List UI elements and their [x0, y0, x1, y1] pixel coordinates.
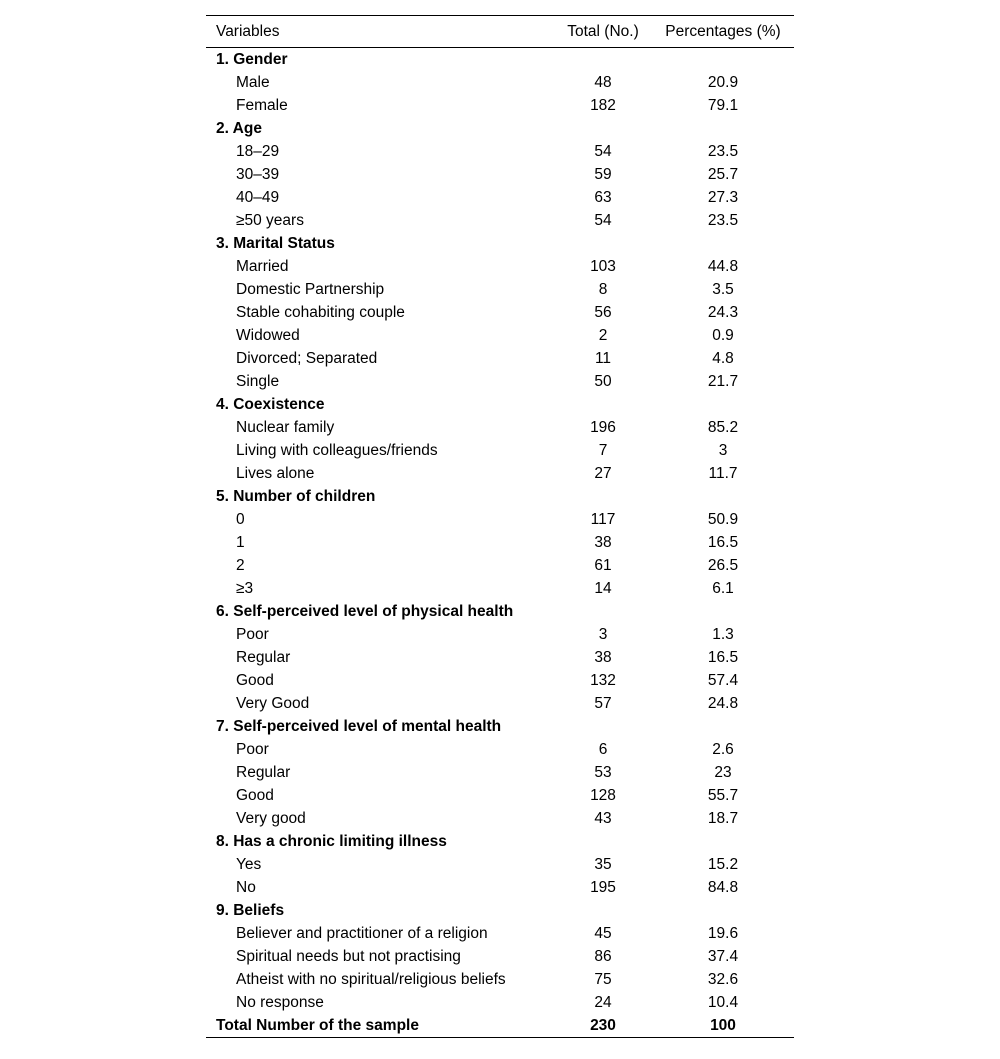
table-row — [206, 646, 794, 669]
row-total: 14 — [594, 579, 612, 597]
table-row — [206, 163, 794, 186]
row-percentage: 16.5 — [707, 533, 739, 551]
table-row — [206, 462, 794, 485]
row-label: Yes — [236, 855, 262, 873]
table-row — [206, 94, 794, 117]
table-row — [206, 738, 794, 761]
row-total: 56 — [594, 303, 612, 321]
row-percentage: 23.5 — [707, 142, 739, 160]
row-label: Divorced; Separated — [236, 349, 378, 367]
row-percentage: 6.1 — [712, 579, 734, 597]
table-row — [206, 186, 794, 209]
row-percentage: 23.5 — [707, 211, 739, 229]
row-percentage: 1.3 — [712, 625, 734, 643]
row-label: ≥50 years — [236, 211, 304, 229]
row-label: Male — [236, 73, 270, 91]
table-row — [206, 554, 794, 577]
row-percentage: 57.4 — [707, 671, 739, 689]
row-label: Poor — [236, 625, 269, 643]
row-percentage: 3.5 — [712, 280, 734, 298]
row-percentage: 84.8 — [707, 878, 739, 896]
row-percentage: 27.3 — [707, 188, 739, 206]
table-row — [206, 71, 794, 94]
row-total: 63 — [594, 188, 612, 206]
total-row — [206, 1014, 794, 1038]
row-label: Good — [236, 671, 274, 689]
row-total: 128 — [590, 786, 616, 804]
row-label: No — [236, 878, 256, 896]
table-row — [206, 807, 794, 830]
total-percentage: 100 — [710, 1016, 736, 1034]
row-label: 0 — [236, 510, 245, 528]
row-label: Very Good — [236, 694, 310, 712]
section-title: 9. Beliefs — [216, 901, 285, 919]
row-label: Believer and practitioner of a religion — [236, 924, 488, 942]
row-label: Single — [236, 372, 280, 390]
row-label: Female — [236, 96, 288, 114]
row-total: 6 — [598, 740, 608, 758]
sample-characteristics-table — [206, 15, 794, 1038]
row-percentage: 26.5 — [707, 556, 739, 574]
row-total: 27 — [594, 464, 612, 482]
row-label: Good — [236, 786, 274, 804]
row-percentage: 16.5 — [707, 648, 739, 666]
header-percentages: Percentages (%) — [665, 22, 781, 40]
section-header-row — [206, 232, 794, 255]
row-percentage: 2.6 — [712, 740, 734, 758]
row-percentage: 24.8 — [707, 694, 739, 712]
section-header-row — [206, 830, 794, 853]
row-percentage: 0.9 — [712, 326, 734, 344]
row-total: 75 — [594, 970, 612, 988]
row-percentage: 21.7 — [707, 372, 739, 390]
row-percentage: 10.4 — [707, 993, 739, 1011]
row-label: 40–49 — [236, 188, 280, 206]
row-percentage: 23 — [714, 763, 732, 781]
row-total: 196 — [590, 418, 616, 436]
row-label: Living with colleagues/friends — [236, 441, 438, 459]
table-row — [206, 945, 794, 968]
row-total: 132 — [590, 671, 616, 689]
table-row — [206, 991, 794, 1014]
section-header-row — [206, 485, 794, 508]
table-body — [206, 48, 794, 1038]
row-total: 38 — [594, 648, 612, 666]
row-label: Stable cohabiting couple — [236, 303, 405, 321]
header-total: Total (No.) — [567, 22, 639, 40]
row-total: 38 — [594, 533, 612, 551]
row-label: 18–29 — [236, 142, 280, 160]
row-total: 50 — [594, 372, 612, 390]
table-row — [206, 347, 794, 370]
table-row — [206, 439, 794, 462]
table-row — [206, 922, 794, 945]
row-total: 59 — [594, 165, 612, 183]
row-total: 7 — [598, 441, 608, 459]
row-percentage: 11.7 — [708, 464, 738, 482]
row-total: 61 — [594, 556, 612, 574]
section-header-row — [206, 48, 794, 72]
row-label: Widowed — [236, 326, 300, 344]
row-total: 48 — [594, 73, 612, 91]
row-percentage: 15.2 — [707, 855, 739, 873]
table-row — [206, 761, 794, 784]
table-row — [206, 669, 794, 692]
row-total: 24 — [594, 993, 612, 1011]
row-label: Poor — [236, 740, 269, 758]
row-total: 11 — [594, 349, 612, 367]
row-total: 117 — [590, 510, 616, 528]
row-percentage: 50.9 — [707, 510, 739, 528]
table-row — [206, 301, 794, 324]
section-header-row — [206, 899, 794, 922]
section-header-row — [206, 117, 794, 140]
row-percentage: 55.7 — [707, 786, 739, 804]
table-row — [206, 531, 794, 554]
row-label: Very good — [236, 809, 306, 827]
row-label: Lives alone — [236, 464, 315, 482]
total-count: 230 — [590, 1016, 616, 1034]
row-label: Nuclear family — [236, 418, 335, 436]
table-row — [206, 853, 794, 876]
row-percentage: 18.7 — [707, 809, 739, 827]
row-total: 8 — [598, 280, 608, 298]
section-title: 8. Has a chronic limiting illness — [216, 832, 447, 850]
row-total: 45 — [594, 924, 612, 942]
row-label: No response — [236, 993, 324, 1011]
row-percentage: 44.8 — [707, 257, 739, 275]
row-label: Atheist with no spiritual/religious beliefs — [236, 970, 506, 988]
row-total: 3 — [598, 625, 608, 643]
table-row — [206, 876, 794, 899]
row-percentage: 24.3 — [707, 303, 739, 321]
row-percentage: 4.8 — [712, 349, 734, 367]
row-percentage: 25.7 — [707, 165, 739, 183]
row-total: 2 — [598, 326, 608, 344]
header-row — [206, 16, 794, 48]
row-label: Domestic Partnership — [236, 280, 385, 298]
table-container — [206, 15, 794, 1038]
row-percentage: 85.2 — [707, 418, 739, 436]
table-header — [206, 16, 794, 48]
section-title: 7. Self-perceived level of mental health — [216, 717, 502, 735]
section-title: 2. Age — [216, 119, 262, 137]
header-variables: Variables — [216, 22, 280, 40]
row-total: 35 — [594, 855, 612, 873]
row-label: 1 — [236, 533, 245, 551]
row-total: 43 — [594, 809, 612, 827]
row-total: 103 — [590, 257, 616, 275]
section-title: 6. Self-perceived level of physical health — [216, 602, 514, 620]
row-total: 53 — [594, 763, 612, 781]
table-row — [206, 968, 794, 991]
table-row — [206, 784, 794, 807]
section-header-row — [206, 393, 794, 416]
row-percentage: 32.6 — [707, 970, 739, 988]
row-label: Regular — [236, 763, 291, 781]
row-total: 182 — [590, 96, 616, 114]
row-percentage: 3 — [718, 441, 728, 459]
row-label: ≥3 — [236, 579, 254, 597]
section-title: 5. Number of children — [216, 487, 376, 505]
table-row — [206, 278, 794, 301]
row-total: 86 — [594, 947, 612, 965]
row-percentage: 37.4 — [707, 947, 739, 965]
section-header-row — [206, 600, 794, 623]
table-row — [206, 255, 794, 278]
row-label: 2 — [236, 556, 245, 574]
row-label: Regular — [236, 648, 291, 666]
table-row — [206, 577, 794, 600]
table-row — [206, 324, 794, 347]
table-row — [206, 140, 794, 163]
table-row — [206, 692, 794, 715]
table-row — [206, 508, 794, 531]
row-total: 57 — [594, 694, 612, 712]
row-label: Married — [236, 257, 289, 275]
row-total: 195 — [590, 878, 616, 896]
section-header-row — [206, 715, 794, 738]
row-percentage: 19.6 — [707, 924, 739, 942]
total-label: Total Number of the sample — [216, 1016, 419, 1034]
section-title: 1. Gender — [216, 50, 288, 68]
section-title: 4. Coexistence — [216, 395, 325, 413]
table-row — [206, 416, 794, 439]
row-percentage: 20.9 — [707, 73, 739, 91]
row-label: Spiritual needs but not practising — [236, 947, 461, 965]
row-percentage: 79.1 — [707, 96, 739, 114]
table-row — [206, 623, 794, 646]
row-label: 30–39 — [236, 165, 280, 183]
row-total: 54 — [594, 142, 612, 160]
table-row — [206, 370, 794, 393]
table-row — [206, 209, 794, 232]
section-title: 3. Marital Status — [216, 234, 335, 252]
row-total: 54 — [594, 211, 612, 229]
